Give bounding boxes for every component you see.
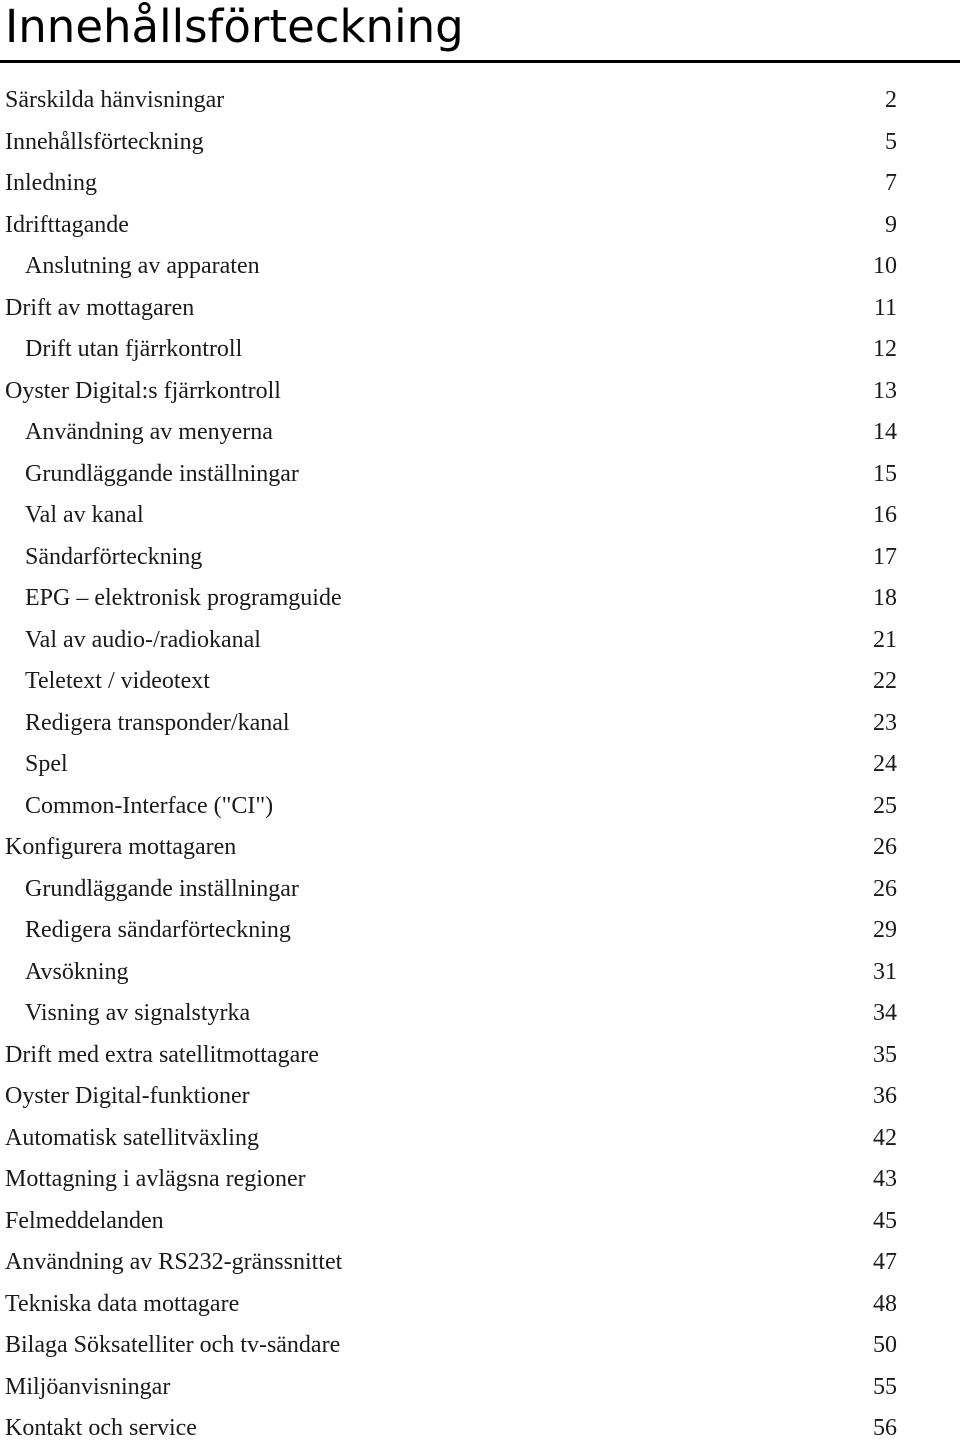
toc-entry-page-number: 7 [885, 170, 897, 196]
toc-entry [0, 329, 960, 371]
toc-entry [0, 412, 960, 454]
toc-entry [0, 371, 960, 413]
toc-entry-page-number: 43 [873, 1166, 897, 1192]
toc-entry [0, 122, 960, 164]
toc-entry [0, 744, 960, 786]
toc-entry-page-number: 2 [885, 87, 897, 113]
toc-entry [0, 1325, 960, 1367]
toc-entry-page-number: 56 [873, 1415, 897, 1441]
page-title: Innehållsförteckning [5, 0, 464, 53]
toc-entry-label: Val av audio-/radiokanal [25, 626, 261, 653]
toc-entry [0, 993, 960, 1035]
toc-entry-label: Val av kanal [25, 502, 144, 528]
toc-entry-page-number: 45 [873, 1207, 897, 1234]
toc-entry [0, 869, 960, 911]
toc-entry-page-number: 26 [873, 875, 897, 902]
toc-entry-page-number: 55 [873, 1373, 897, 1400]
toc-entry-page-number: 16 [873, 502, 897, 528]
toc-entry-label: Teletext / videotext [25, 668, 210, 694]
toc-entry [0, 495, 960, 537]
toc-entry-label: Mottagning i avlägsna regioner [5, 1166, 306, 1192]
toc-entry [0, 1159, 960, 1201]
toc-entry [0, 246, 960, 288]
toc-entry-page-number: 48 [873, 1290, 897, 1317]
toc-entry-page-number: 50 [873, 1332, 897, 1358]
toc-entry-page-number: 13 [873, 377, 897, 404]
toc-entry-page-number: 5 [885, 128, 897, 155]
toc-entry-label: Felmeddelanden [5, 1207, 164, 1234]
toc-entry-page-number: 9 [885, 211, 897, 238]
toc-entry-label: Oyster Digital:s fjärrkontroll [5, 377, 281, 404]
toc-entry [0, 1367, 960, 1409]
title-divider [0, 60, 960, 63]
toc-entry-label: Drift utan fjärrkontroll [25, 336, 243, 362]
toc-entry [0, 1408, 960, 1450]
toc-entry-page-number: 14 [873, 419, 897, 445]
toc-entry-label: Common-Interface ("CI") [25, 792, 274, 819]
toc-entry-label: Miljöanvisningar [5, 1373, 171, 1400]
toc-entry [0, 1201, 960, 1243]
toc-entry-label: Anslutning av apparaten [25, 253, 260, 279]
toc-entry-page-number: 29 [873, 917, 897, 943]
toc-entry-page-number: 15 [873, 460, 897, 487]
toc-entry [0, 703, 960, 745]
toc-entry-page-number: 11 [873, 294, 897, 321]
toc-entry-page-number: 31 [873, 958, 897, 985]
toc-entry-label: Spel [25, 751, 68, 777]
toc-entry [0, 288, 960, 330]
toc-entry-page-number: 26 [873, 834, 897, 860]
toc-entry-page-number: 17 [873, 543, 897, 570]
toc-entry-label: Idrifttagande [5, 211, 129, 238]
toc-entry-label: Användning av menyerna [25, 419, 273, 445]
toc-entry-label: Innehållsförteckning [5, 128, 204, 155]
toc-entry-page-number: 42 [873, 1124, 897, 1151]
toc-entry-page-number: 10 [873, 253, 897, 279]
toc-entry-label: Automatisk satellitväxling [5, 1124, 259, 1151]
toc-entry [0, 537, 960, 579]
toc-entry-label: Avsökning [25, 958, 129, 985]
toc-entry-label: Sändarförteckning [25, 543, 203, 570]
toc-entry-page-number: 23 [873, 709, 897, 736]
toc-entry [0, 80, 960, 122]
toc-entry-label: Drift med extra satellitmottagare [5, 1041, 319, 1068]
toc-entry-page-number: 22 [873, 668, 897, 694]
toc-entry-page-number: 34 [873, 1000, 897, 1026]
toc-entry [0, 827, 960, 869]
table-of-contents [0, 80, 960, 1450]
toc-entry [0, 578, 960, 620]
toc-entry-label: Redigera sändarförteckning [25, 917, 291, 943]
toc-entry-label: Kontakt och service [5, 1415, 197, 1441]
toc-entry [0, 620, 960, 662]
toc-entry [0, 1076, 960, 1118]
toc-entry-label: Grundläggande inställningar [25, 460, 299, 487]
toc-entry-label: Oyster Digital-funktioner [5, 1083, 250, 1109]
toc-entry-label: Bilaga Söksatelliter och tv-sändare [5, 1332, 341, 1358]
toc-entry [0, 952, 960, 994]
toc-entry-label: Särskilda hänvisningar [5, 87, 225, 113]
toc-entry [0, 786, 960, 828]
toc-entry [0, 661, 960, 703]
toc-entry [0, 1284, 960, 1326]
toc-entry [0, 910, 960, 952]
toc-entry-label: Tekniska data mottagare [5, 1290, 240, 1317]
toc-entry-page-number: 25 [873, 792, 897, 819]
toc-entry [0, 163, 960, 205]
toc-entry-page-number: 12 [873, 336, 897, 362]
toc-entry-page-number: 47 [873, 1249, 897, 1275]
toc-entry-page-number: 21 [873, 626, 897, 653]
toc-entry-label: Användning av RS232-gränssnittet [5, 1249, 343, 1275]
toc-entry-page-number: 18 [873, 585, 897, 611]
toc-entry [0, 1118, 960, 1160]
toc-entry-label: EPG – elektronisk programguide [25, 585, 342, 611]
toc-entry-label: Drift av mottagaren [5, 294, 195, 321]
toc-entry [0, 1035, 960, 1077]
toc-entry-page-number: 36 [873, 1083, 897, 1109]
toc-entry-label: Visning av signalstyrka [25, 1000, 251, 1026]
toc-entry-label: Redigera transponder/kanal [25, 709, 290, 736]
toc-entry-label: Grundläggande inställningar [25, 875, 299, 902]
toc-entry [0, 454, 960, 496]
toc-entry [0, 1242, 960, 1284]
toc-entry-page-number: 24 [873, 751, 897, 777]
toc-entry-page-number: 35 [873, 1041, 897, 1068]
toc-entry-label: Konfigurera mottagaren [5, 834, 237, 860]
toc-entry-label: Inledning [5, 170, 97, 196]
toc-entry [0, 205, 960, 247]
